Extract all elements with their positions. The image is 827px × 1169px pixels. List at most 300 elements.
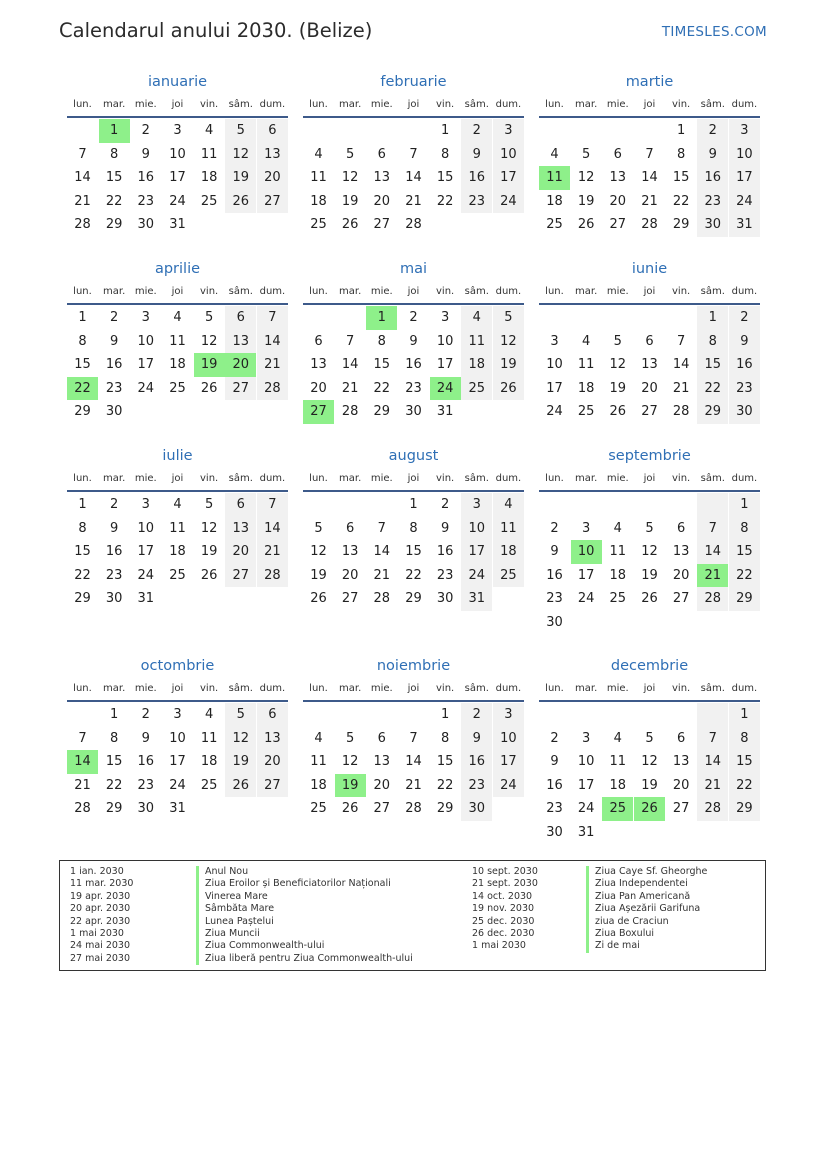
day-cell: 6 [225, 493, 256, 517]
weekday-label: dum. [259, 683, 286, 694]
holiday-day-cell: 21 [697, 564, 728, 588]
empty-day-cell [303, 119, 334, 143]
day-cell: 12 [577, 170, 595, 185]
day-cell: 17 [137, 357, 155, 372]
day-cell: 13 [257, 727, 288, 751]
day-cell: 23 [105, 567, 123, 583]
day-cell: 15 [436, 170, 454, 185]
day-cell: 31 [436, 404, 454, 419]
weekday-header [303, 468, 524, 490]
day-cell: 24 [137, 567, 155, 583]
empty-day-cell [602, 119, 633, 143]
week-row [67, 330, 288, 354]
day-cell: 24 [577, 591, 595, 606]
empty-day-cell [335, 703, 366, 727]
day-cell: 29 [729, 587, 760, 611]
week-row [539, 727, 760, 751]
empty-day-cell [602, 703, 633, 727]
day-cell: 4 [173, 310, 182, 325]
week-row [539, 797, 760, 821]
day-cell: 4 [314, 730, 323, 746]
day-cell: 4 [173, 497, 182, 512]
weekday-header [67, 468, 288, 490]
day-cell: 9 [729, 330, 760, 354]
weekday-label: lun. [309, 99, 328, 110]
day-cell: 13 [373, 170, 391, 185]
week-row [67, 750, 288, 774]
day-cell: 17 [546, 380, 563, 396]
day-cell: 24 [577, 801, 595, 816]
weekday-label: lun. [309, 473, 328, 484]
empty-day-cell [225, 797, 256, 821]
weekday-label: mie. [370, 286, 393, 297]
week-row [67, 727, 288, 751]
empty-day-cell [602, 306, 633, 330]
day-cell: 20 [310, 380, 327, 396]
day-cell: 12 [641, 754, 658, 769]
weekday-label: mie. [606, 99, 629, 110]
day-cell: 28 [672, 404, 690, 419]
day-cell: 5 [204, 497, 214, 512]
weekday-label: vin. [436, 683, 455, 694]
day-cell: 16 [461, 166, 492, 190]
day-cell: 9 [141, 730, 150, 746]
empty-day-cell [430, 213, 461, 237]
week-row [303, 330, 524, 354]
weekday-label: dum. [259, 473, 286, 484]
day-cell: 8 [110, 146, 119, 162]
day-cell: 12 [341, 170, 359, 185]
day-cell: 9 [697, 143, 728, 167]
day-cell: 3 [729, 119, 760, 143]
week-row [539, 587, 760, 611]
weekday-header [539, 678, 760, 700]
empty-day-cell [539, 703, 570, 727]
day-cell: 12 [341, 754, 359, 769]
day-cell: 10 [137, 333, 155, 349]
day-cell: 8 [78, 333, 87, 349]
day-cell: 26 [225, 190, 256, 214]
week-row [539, 493, 760, 517]
day-cell: 29 [697, 400, 728, 424]
week-row [67, 493, 288, 517]
day-cell: 18 [609, 777, 627, 793]
legend-holiday-name: Zi de mai [586, 940, 707, 952]
day-cell: 27 [257, 190, 288, 214]
empty-day-cell [666, 493, 697, 517]
day-cell: 24 [729, 190, 760, 214]
day-cell: 20 [672, 777, 690, 793]
day-cell: 12 [225, 727, 256, 751]
day-cell: 7 [409, 730, 418, 746]
day-cell: 21 [697, 774, 728, 798]
day-cell: 14 [341, 357, 359, 372]
weekday-label: sâm. [228, 683, 253, 694]
day-cell: 29 [74, 404, 91, 419]
day-cell: 18 [169, 544, 186, 559]
day-cell: 18 [461, 353, 492, 377]
day-cell: 9 [461, 727, 492, 751]
month-aprilie [67, 257, 288, 424]
day-cell: 4 [613, 730, 622, 746]
empty-day-cell [257, 213, 288, 237]
week-row [539, 119, 760, 143]
day-cell: 8 [729, 517, 760, 541]
month-noiembrie [303, 654, 524, 821]
day-cell: 18 [310, 777, 327, 793]
day-cell: 19 [641, 567, 658, 583]
day-cell: 14 [373, 544, 391, 559]
weekday-label: sâm. [464, 99, 489, 110]
empty-day-cell [571, 119, 602, 143]
weekday-label: joi [171, 286, 184, 297]
weekday-label: dum. [495, 473, 522, 484]
day-cell: 17 [577, 777, 595, 793]
weekday-label: sâm. [464, 286, 489, 297]
day-cell: 17 [461, 540, 492, 564]
week-row [67, 143, 288, 167]
empty-day-cell [335, 493, 366, 517]
holiday-day-cell: 1 [366, 306, 397, 330]
day-cell: 23 [405, 380, 422, 396]
day-cell: 6 [225, 306, 256, 330]
day-cell: 19 [641, 777, 658, 793]
day-cell: 21 [405, 777, 422, 793]
day-cell: 13 [609, 170, 627, 185]
day-cell: 22 [729, 774, 760, 798]
day-cell: 27 [672, 801, 690, 816]
day-cell: 2 [440, 497, 450, 512]
day-cell: 29 [729, 797, 760, 821]
week-row [303, 727, 524, 751]
day-cell: 1 [697, 306, 728, 330]
day-cell: 18 [310, 193, 327, 209]
weekday-label: joi [171, 99, 184, 110]
day-cell: 17 [729, 166, 760, 190]
day-cell: 11 [461, 330, 492, 354]
month-august [303, 444, 524, 611]
holiday-day-cell: 10 [571, 540, 602, 564]
day-cell: 23 [105, 380, 123, 396]
weekday-header [303, 94, 524, 116]
day-cell: 24 [493, 190, 524, 214]
week-row [539, 306, 760, 330]
weekday-label: vin. [200, 683, 219, 694]
weekday-label: joi [643, 286, 656, 297]
week-row [303, 797, 524, 821]
week-row [303, 564, 524, 588]
day-cell: 27 [672, 591, 690, 606]
day-cell: 22 [74, 567, 91, 583]
day-grid [67, 492, 288, 611]
day-cell: 29 [405, 591, 422, 606]
day-grid [539, 118, 760, 237]
empty-day-cell [602, 821, 633, 845]
week-row [303, 119, 524, 143]
month-name: mai [399, 261, 428, 277]
empty-day-cell [162, 400, 193, 424]
day-cell: 5 [613, 333, 622, 349]
day-cell: 22 [405, 567, 422, 583]
day-cell: 30 [436, 591, 454, 606]
day-cell: 16 [405, 357, 422, 372]
weekday-label: vin. [436, 99, 455, 110]
holiday-day-cell: 19 [194, 353, 225, 377]
day-cell: 21 [257, 540, 288, 564]
day-cell: 20 [609, 193, 627, 209]
weekday-label: joi [643, 99, 656, 110]
day-cell: 22 [672, 193, 690, 209]
day-cell: 21 [672, 380, 690, 396]
day-cell: 30 [105, 591, 123, 606]
empty-day-cell [225, 213, 256, 237]
day-cell: 20 [225, 540, 256, 564]
month-name: iulie [162, 448, 193, 464]
weekday-label: vin. [436, 473, 455, 484]
weekday-label: lun. [545, 683, 564, 694]
day-cell: 3 [141, 310, 150, 325]
legend-holiday-name: Ziua Commonwealth-ului [196, 940, 413, 952]
day-cell: 6 [377, 146, 386, 162]
day-cell: 4 [613, 520, 622, 536]
empty-day-cell [697, 493, 728, 517]
day-cell: 27 [341, 591, 359, 606]
day-cell: 7 [409, 146, 418, 162]
day-cell: 26 [200, 567, 218, 583]
day-cell: 25 [200, 193, 218, 209]
day-cell: 27 [257, 774, 288, 798]
empty-day-cell [398, 119, 429, 143]
day-cell: 28 [373, 591, 391, 606]
day-cell: 25 [310, 801, 327, 816]
day-cell: 16 [105, 544, 123, 559]
day-cell: 1 [110, 707, 119, 722]
day-cell: 22 [436, 777, 454, 793]
day-cell: 17 [169, 754, 186, 769]
day-cell: 1 [729, 703, 760, 727]
day-cell: 30 [405, 404, 422, 419]
day-cell: 7 [78, 146, 87, 162]
day-cell: 28 [405, 801, 422, 816]
weekday-label: dum. [731, 473, 758, 484]
weekday-header [67, 94, 288, 116]
empty-day-cell [335, 306, 366, 330]
day-cell: 17 [577, 567, 595, 583]
empty-day-cell [225, 587, 256, 611]
week-row [539, 564, 760, 588]
empty-day-cell [666, 611, 697, 635]
day-cell: 9 [110, 520, 119, 536]
weekday-label: joi [643, 473, 656, 484]
legend-holiday-name: Ziua liberă pentru Ziua Commonwealth-ului [196, 953, 413, 965]
day-cell: 4 [314, 146, 323, 162]
day-cell: 28 [641, 217, 658, 232]
holiday-day-cell: 26 [634, 797, 665, 821]
week-row [67, 703, 288, 727]
day-cell: 3 [173, 707, 182, 722]
week-row [67, 353, 288, 377]
day-cell: 2 [141, 123, 150, 138]
day-cell: 11 [310, 754, 327, 769]
day-cell: 11 [609, 754, 627, 769]
weekday-label: mar. [575, 473, 598, 484]
empty-day-cell [539, 119, 570, 143]
day-cell: 14 [641, 170, 658, 185]
day-cell: 2 [141, 707, 150, 722]
day-cell: 23 [461, 190, 492, 214]
weekday-label: vin. [672, 99, 691, 110]
day-cell: 31 [729, 213, 760, 237]
legend-holiday-name: Ziua Pan Americană [586, 891, 707, 903]
day-cell: 10 [436, 333, 454, 349]
day-cell: 2 [110, 497, 119, 512]
week-row [303, 517, 524, 541]
day-cell: 8 [377, 333, 386, 349]
day-cell: 16 [546, 567, 563, 583]
day-cell: 16 [137, 170, 155, 185]
weekday-label: dum. [495, 683, 522, 694]
day-cell: 28 [697, 587, 728, 611]
day-cell: 15 [697, 353, 728, 377]
weekday-label: vin. [672, 286, 691, 297]
legend-date: 1 ian. 2030 [70, 866, 124, 877]
day-cell: 18 [200, 170, 218, 185]
week-row [67, 774, 288, 798]
day-cell: 28 [257, 377, 288, 401]
day-cell: 3 [440, 310, 450, 325]
day-cell: 13 [225, 517, 256, 541]
day-cell: 6 [676, 730, 686, 746]
week-row [67, 797, 288, 821]
holiday-day-cell: 11 [539, 166, 570, 190]
day-cell: 8 [409, 520, 418, 536]
week-row [539, 540, 760, 564]
legend-date: 25 dec. 2030 [472, 915, 535, 927]
day-cell: 22 [373, 380, 391, 396]
weekday-label: vin. [200, 473, 219, 484]
holiday-legend [59, 860, 766, 971]
week-row [67, 540, 288, 564]
day-cell: 12 [609, 357, 627, 372]
day-cell: 23 [137, 777, 155, 793]
day-cell: 22 [729, 564, 760, 588]
day-cell: 11 [577, 357, 595, 372]
day-cell: 14 [257, 330, 288, 354]
day-cell: 30 [546, 824, 563, 840]
week-row [67, 400, 288, 424]
week-row [539, 517, 760, 541]
empty-day-cell [257, 400, 288, 424]
day-cell: 16 [461, 750, 492, 774]
day-cell: 25 [609, 591, 627, 606]
day-cell: 18 [577, 380, 595, 396]
day-cell: 5 [346, 146, 355, 162]
day-grid [303, 118, 524, 237]
month-decembrie [539, 654, 760, 844]
day-grid [67, 118, 288, 237]
day-cell: 3 [582, 730, 591, 746]
empty-day-cell [493, 213, 524, 237]
week-row [539, 330, 760, 354]
empty-day-cell [729, 821, 760, 845]
empty-day-cell [634, 306, 665, 330]
day-cell: 13 [641, 357, 658, 372]
day-cell: 17 [169, 170, 186, 185]
day-cell: 26 [641, 591, 658, 606]
day-cell: 20 [373, 193, 391, 209]
legend-date: 24 mai 2030 [70, 940, 131, 952]
weekday-label: sâm. [700, 99, 725, 110]
weekday-label: sâm. [700, 473, 725, 484]
day-cell: 24 [169, 777, 186, 793]
day-cell: 17 [137, 544, 155, 559]
day-cell: 20 [257, 750, 288, 774]
month-name: ianuarie [147, 74, 208, 90]
weekday-label: sâm. [464, 683, 489, 694]
day-cell: 5 [225, 703, 256, 727]
day-cell: 19 [493, 353, 524, 377]
empty-day-cell [194, 797, 225, 821]
day-cell: 5 [645, 730, 654, 746]
day-cell: 31 [577, 824, 595, 840]
legend-date: 27 mai 2030 [70, 952, 131, 964]
empty-day-cell [539, 306, 570, 330]
weekday-label: lun. [309, 683, 328, 694]
week-row [67, 377, 288, 401]
day-cell: 10 [546, 357, 563, 372]
day-cell: 5 [346, 730, 355, 746]
week-row [67, 213, 288, 237]
day-cell: 15 [672, 170, 690, 185]
day-cell: 12 [200, 520, 218, 536]
legend-holiday-name: Sâmbăta Mare [196, 903, 413, 915]
week-row [303, 540, 524, 564]
week-row [303, 143, 524, 167]
weekday-label: lun. [73, 683, 92, 694]
empty-day-cell [571, 306, 602, 330]
day-cell: 29 [105, 217, 123, 232]
day-cell: 30 [137, 801, 155, 816]
weekday-label: mar. [575, 286, 598, 297]
day-cell: 6 [377, 730, 386, 746]
weekday-label: vin. [672, 473, 691, 484]
day-cell: 15 [729, 540, 760, 564]
day-cell: 18 [200, 754, 218, 769]
weekday-label: joi [407, 473, 420, 484]
day-cell: 9 [409, 333, 418, 349]
day-cell: 30 [461, 797, 492, 821]
empty-day-cell [571, 493, 602, 517]
week-row [303, 190, 524, 214]
day-cell: 10 [493, 143, 524, 167]
weekday-label: mie. [134, 286, 157, 297]
month-name: septembrie [608, 448, 691, 464]
empty-day-cell [257, 797, 288, 821]
weekday-label: dum. [495, 99, 522, 110]
weekday-label: dum. [495, 286, 522, 297]
day-cell: 25 [169, 567, 186, 583]
day-cell: 23 [546, 801, 563, 816]
weekday-label: lun. [73, 99, 92, 110]
empty-day-cell [493, 797, 524, 821]
legend-holiday-name: Ziua Independentei [586, 878, 707, 890]
site-link[interactable]: TIMESLES.COM [661, 24, 767, 40]
legend-date: 1 mai 2030 [70, 928, 124, 940]
weekday-header [67, 281, 288, 303]
empty-day-cell [666, 821, 697, 845]
empty-day-cell [634, 821, 665, 845]
week-row [303, 353, 524, 377]
